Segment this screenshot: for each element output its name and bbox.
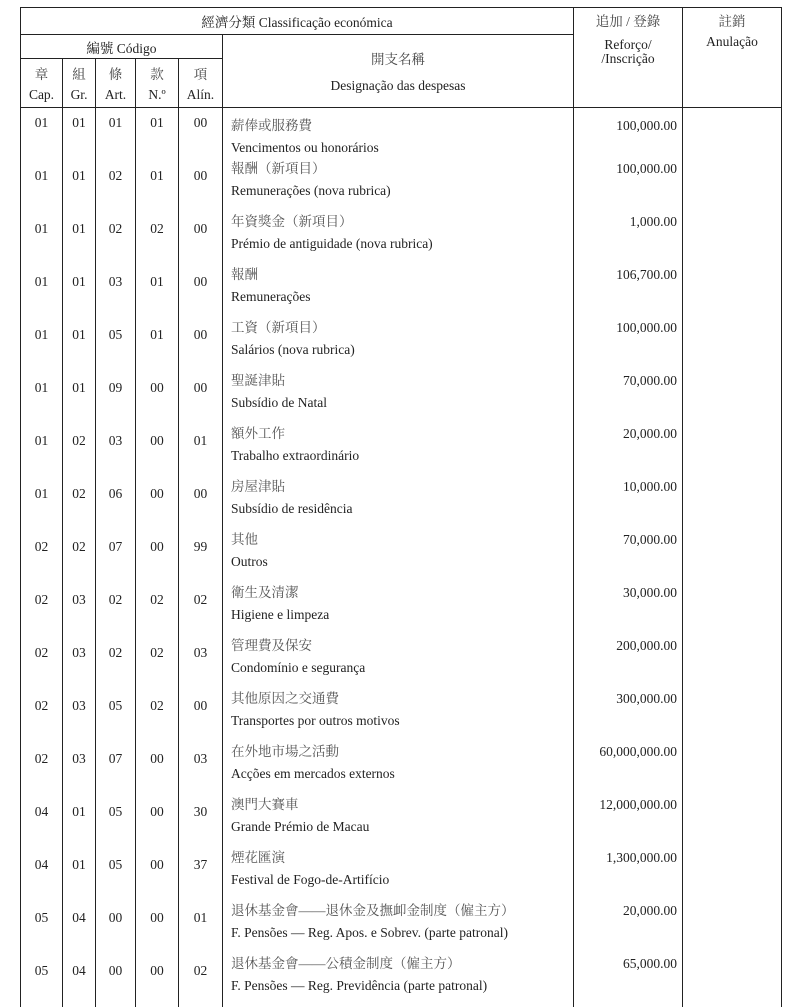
code-cell: 07 [96, 529, 136, 582]
code-col-header [21, 59, 63, 108]
table-row [21, 900, 782, 953]
designation-cell [223, 476, 574, 529]
table-row [21, 317, 782, 370]
designation-cell [223, 529, 574, 582]
code-cell: 02 [63, 423, 96, 476]
designation-pt: Vencimentos ou honorários [231, 139, 379, 155]
anulacao-cell [683, 423, 782, 476]
table-row [21, 794, 782, 847]
designation-zh: 工資（新項目） [231, 320, 326, 335]
designation-cell [223, 635, 574, 688]
table-row [21, 476, 782, 529]
reforco-pt: Reforço/ /Inscrição [601, 37, 655, 66]
code-cell: 04 [21, 794, 63, 847]
designation-cell [223, 794, 574, 847]
code-cell: 01 [21, 264, 63, 317]
code-cell: 02 [96, 635, 136, 688]
code-cell: 02 [136, 582, 179, 635]
code-col-pt: Gr. [70, 87, 88, 102]
reforco-header [574, 8, 683, 108]
code-cell: 05 [21, 953, 63, 1007]
code-cell: 00 [179, 688, 223, 741]
code-cell: 01 [179, 900, 223, 953]
amount-cell: 65,000.00 [574, 953, 683, 1007]
code-cell: 03 [63, 688, 96, 741]
code-cell: 07 [96, 741, 136, 794]
designation-pt: Remunerações (nova rubrica) [231, 182, 391, 198]
designation-cell [223, 211, 574, 264]
code-cell: 01 [63, 794, 96, 847]
code-cell: 02 [21, 688, 63, 741]
anulacao-cell [683, 794, 782, 847]
anulacao-cell [683, 476, 782, 529]
amount-cell: 1,000.00 [574, 211, 683, 264]
code-cell: 00 [179, 211, 223, 264]
code-cell: 03 [179, 635, 223, 688]
designation-zh: 退休基金會——公積金制度（僱主方） [231, 956, 461, 971]
amount-cell: 20,000.00 [574, 900, 683, 953]
code-cell: 00 [96, 900, 136, 953]
designation-zh: 管理費及保安 [231, 638, 312, 653]
designation-pt: Outros [231, 553, 268, 569]
designation-pt: Subsídio de Natal [231, 394, 327, 410]
designation-pt: F. Pensões — Reg. Apos. e Sobrev. (parte patronal) [231, 924, 508, 940]
designation-pt: Acções em mercados externos [231, 765, 395, 781]
table-row [21, 741, 782, 794]
table-row [21, 370, 782, 423]
table-row [21, 582, 782, 635]
code-cell: 01 [179, 423, 223, 476]
code-col-header [96, 59, 136, 108]
code-cell: 01 [63, 847, 96, 900]
code-cell: 05 [96, 847, 136, 900]
code-cell: 00 [136, 953, 179, 1007]
code-cell: 01 [136, 264, 179, 317]
designation-zh: 報酬 [231, 267, 258, 282]
anulacao-cell [683, 529, 782, 582]
code-cell: 00 [136, 529, 179, 582]
code-cell: 00 [179, 476, 223, 529]
anulacao-cell [683, 264, 782, 317]
code-col-header [136, 59, 179, 108]
amount-cell: 30,000.00 [574, 582, 683, 635]
anulacao-zh: 註銷 [718, 14, 746, 29]
code-cell: 00 [136, 847, 179, 900]
code-cell: 02 [136, 688, 179, 741]
code-cell: 00 [136, 794, 179, 847]
budget-table [20, 7, 782, 1007]
anulacao-cell [683, 582, 782, 635]
code-cell: 03 [63, 582, 96, 635]
table-row [21, 211, 782, 264]
code-cell: 37 [179, 847, 223, 900]
designation-cell [223, 317, 574, 370]
code-cell: 00 [136, 476, 179, 529]
code-cell: 09 [96, 370, 136, 423]
code-cell: 04 [21, 847, 63, 900]
designation-cell [223, 264, 574, 317]
amount-cell: 100,000.00 [574, 158, 683, 211]
code-col-pt: N.º [148, 87, 166, 102]
code-cell: 01 [63, 158, 96, 211]
anulacao-cell [683, 317, 782, 370]
designation-pt: Prémio de antiguidade (nova rubrica) [231, 235, 433, 251]
designation-zh: 額外工作 [231, 426, 285, 441]
table-row [21, 688, 782, 741]
code-cell: 01 [63, 264, 96, 317]
anulacao-cell [683, 688, 782, 741]
code-cell: 06 [96, 476, 136, 529]
code-cell: 00 [136, 423, 179, 476]
amount-cell: 12,000,000.00 [574, 794, 683, 847]
amount-cell: 106,700.00 [574, 264, 683, 317]
code-cell: 00 [179, 158, 223, 211]
classification-header: 經濟分類 Classificação económica [21, 8, 574, 35]
code-cell: 03 [63, 635, 96, 688]
code-cell: 02 [21, 635, 63, 688]
table-row [21, 158, 782, 211]
anulacao-header [683, 8, 782, 108]
anulacao-cell [683, 108, 782, 159]
code-cell: 03 [179, 741, 223, 794]
amount-cell: 70,000.00 [574, 370, 683, 423]
code-col-zh: 組 [72, 67, 86, 82]
code-col-zh: 條 [108, 67, 123, 82]
anulacao-cell [683, 741, 782, 794]
amount-cell: 70,000.00 [574, 529, 683, 582]
designation-zh: 其他原因之交通費 [231, 691, 339, 706]
designation-pt: Salários (nova rubrica) [231, 341, 355, 357]
amount-cell: 1,300,000.00 [574, 847, 683, 900]
anulacao-cell [683, 847, 782, 900]
designation-zh: 報酬（新項目） [231, 161, 326, 176]
code-cell: 02 [63, 476, 96, 529]
code-cell: 02 [63, 529, 96, 582]
designation-zh: 衛生及清潔 [231, 585, 299, 600]
designation-cell [223, 688, 574, 741]
amount-cell: 10,000.00 [574, 476, 683, 529]
code-cell: 00 [179, 317, 223, 370]
designation-cell [223, 582, 574, 635]
code-cell: 01 [21, 370, 63, 423]
code-cell: 00 [136, 900, 179, 953]
code-cell: 01 [136, 317, 179, 370]
designation-zh: 開支名稱 [371, 52, 425, 67]
designation-pt: Grande Prémio de Macau [231, 818, 370, 834]
designation-pt: Festival de Fogo-de-Artifício [231, 871, 390, 887]
code-cell: 01 [21, 158, 63, 211]
code-cell: 03 [96, 423, 136, 476]
designation-cell [223, 158, 574, 211]
code-cell: 03 [63, 741, 96, 794]
code-cell: 01 [63, 211, 96, 264]
code-col-header [63, 59, 96, 108]
anulacao-cell [683, 370, 782, 423]
code-cell: 04 [63, 900, 96, 953]
code-cell: 01 [63, 317, 96, 370]
designation-zh: 聖誕津貼 [231, 373, 285, 388]
designation-zh: 房屋津貼 [231, 479, 285, 494]
code-col-header [179, 59, 223, 108]
code-col-zh: 項 [193, 67, 208, 82]
code-cell: 30 [179, 794, 223, 847]
amount-cell: 100,000.00 [574, 108, 683, 159]
code-cell: 02 [96, 582, 136, 635]
code-cell: 00 [179, 370, 223, 423]
designation-pt: F. Pensões — Reg. Previdência (parte patronal) [231, 977, 488, 993]
designation-zh: 澳門大賽車 [231, 797, 299, 812]
code-col-pt: Art. [104, 87, 127, 102]
code-cell: 02 [21, 741, 63, 794]
amount-cell: 300,000.00 [574, 688, 683, 741]
designation-cell [223, 108, 574, 159]
code-cell: 01 [136, 108, 179, 159]
anulacao-cell [683, 953, 782, 1007]
code-col-pt: Cap. [28, 87, 55, 102]
code-cell: 01 [21, 476, 63, 529]
code-cell: 99 [179, 529, 223, 582]
anulacao-pt: Anulação [706, 34, 758, 49]
table-row [21, 529, 782, 582]
code-col-zh: 章 [34, 67, 49, 82]
code-cell: 00 [179, 264, 223, 317]
code-cell: 02 [136, 635, 179, 688]
code-cell: 02 [96, 211, 136, 264]
table-row [21, 847, 782, 900]
designation-cell [223, 953, 574, 1007]
code-cell: 00 [136, 741, 179, 794]
code-cell: 01 [21, 108, 63, 159]
code-col-zh: 款 [150, 67, 164, 82]
code-cell: 01 [96, 108, 136, 159]
code-header: 編號 Código [21, 35, 223, 59]
anulacao-cell [683, 635, 782, 688]
code-cell: 05 [96, 317, 136, 370]
code-cell: 02 [136, 211, 179, 264]
designation-zh: 薪俸或服務費 [231, 118, 312, 133]
code-cell: 01 [21, 317, 63, 370]
designation-pt: Remunerações [231, 288, 311, 304]
anulacao-cell [683, 211, 782, 264]
anulacao-cell [683, 158, 782, 211]
amount-cell: 20,000.00 [574, 423, 683, 476]
designation-cell [223, 741, 574, 794]
designation-pt: Trabalho extraordinário [231, 447, 360, 463]
designation-cell [223, 847, 574, 900]
code-cell: 02 [179, 582, 223, 635]
amount-cell: 100,000.00 [574, 317, 683, 370]
designation-zh: 煙花匯演 [231, 850, 285, 865]
designation-pt: Designação das despesas [330, 78, 466, 93]
code-cell: 03 [96, 264, 136, 317]
code-col-pt: Alín. [186, 87, 215, 102]
designation-pt: Subsídio de residência [231, 500, 353, 516]
code-cell: 00 [136, 370, 179, 423]
amount-cell: 200,000.00 [574, 635, 683, 688]
amount-cell: 60,000,000.00 [574, 741, 683, 794]
designation-cell [223, 370, 574, 423]
code-cell: 02 [96, 158, 136, 211]
code-cell: 02 [21, 529, 63, 582]
code-cell: 01 [63, 108, 96, 159]
designation-cell [223, 423, 574, 476]
designation-pt: Condomínio e segurança [231, 659, 366, 675]
code-cell: 05 [96, 688, 136, 741]
code-cell: 01 [21, 423, 63, 476]
designation-pt: Higiene e limpeza [231, 606, 330, 622]
code-cell: 01 [136, 158, 179, 211]
designation-zh: 在外地市場之活動 [231, 744, 339, 759]
code-cell: 04 [63, 953, 96, 1007]
code-cell: 05 [21, 900, 63, 953]
reforco-zh: 追加 / 登錄 [595, 14, 661, 29]
table-row [21, 108, 782, 159]
code-cell: 02 [21, 582, 63, 635]
designation-cell [223, 900, 574, 953]
designation-header [223, 35, 574, 108]
table-row [21, 423, 782, 476]
code-cell: 02 [179, 953, 223, 1007]
designation-zh: 其他 [231, 532, 258, 547]
code-cell: 01 [21, 211, 63, 264]
code-cell: 05 [96, 794, 136, 847]
table-row [21, 635, 782, 688]
designation-zh: 年資獎金（新項目） [231, 214, 353, 229]
table-row [21, 953, 782, 1007]
designation-pt: Transportes por outros motivos [231, 712, 400, 728]
anulacao-cell [683, 900, 782, 953]
code-cell: 01 [63, 370, 96, 423]
code-cell: 00 [179, 108, 223, 159]
code-cell: 00 [96, 953, 136, 1007]
table-row [21, 264, 782, 317]
designation-zh: 退休基金會——退休金及撫卹金制度（僱主方） [231, 903, 515, 918]
